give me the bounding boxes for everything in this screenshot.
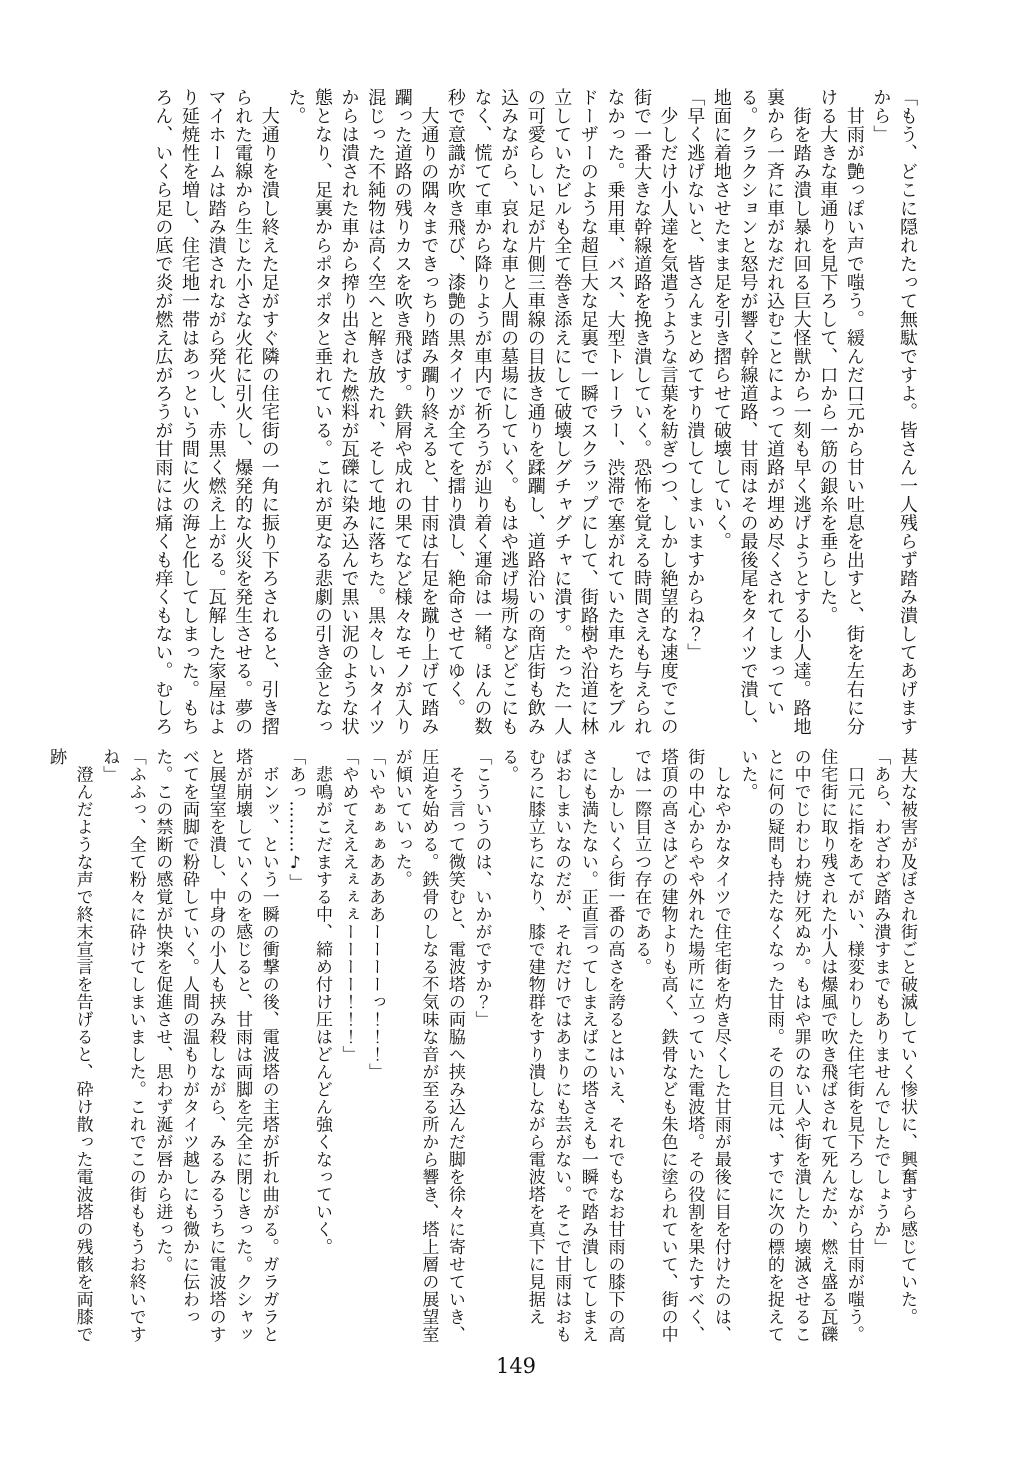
top-text-block [128,88,920,748]
paragraph: 澄んだような声で終末宣言を告げると、砕け散った電波塔の残骸を両膝で跡 [46,748,93,1343]
paragraph: 街を踏み潰し暴れ回る巨大怪獣から一刻も早く逃げようとする小人達。路地裏から一斉に車がなだれ込むことによって道路が埋め尽くされてしまっている。クラクションと怒号が響く幹線道路、甘雨はその最後尾をタイツで潰し、地面に着地させたまま足を引き摺らせて破壊していく。 [710,88,812,736]
paragraph: 「あら、わざわざ踏み潰すまでもありませんでしたでしょうか」 [870,748,891,1256]
paragraph: 甚大な被害が及ぼされ街ごと破滅していく惨状に、興奮すら感じていた。 [897,748,917,1326]
paragraph: そう言って微笑むと、電波塔の両脇へ挟み込んだ脚を徐々に寄せていき、圧迫を始める。鉄骨のしなる不気味な音が至る所から響き、塔上層の展望室が傾いていった。 [391,748,465,1343]
paragraph: しなやかなタイツで住宅街を灼き尽くした甘雨が最後に目を付けたのは、街の中心からやや外れた場所に立っていた電波塔。その役割を果たすべく、塔頂の高さはどの建物よりも高く、鉄骨なども朱色に塗られていて、街の中では一際目立つ存在である。 [631,748,731,1343]
paragraph: 悲鳴がこだまする中、締め付け圧はどんどん強くなっていく。 [311,748,332,1256]
paragraph: 「もう、どこに隠れたって無駄ですよ。皆さん一人残らず踏み潰してあげますから」 [870,88,918,736]
paragraph: ボンッ、という一瞬の衝撃の後、電波塔の主塔が折れ曲がる。ガラガラと塔が崩壊していくのを感じると、甘雨は両脚を完全に閉じきった。クシャッと展望室を潰し、中身の小人も挟み殺しながら、みるみるうちに電波塔のすべてを両脚で粉砕していく。人間の温もりがタイツ越しにも微かに伝わった。この禁断の感覚が快楽を促進させ、思わず涎が唇から迸った。 [152,748,279,1343]
paragraph: 大通りの隅々まできっちり踏み躙り終えると、甘雨は右足を蹴り上げて踏み躙った道路の残りカスを吹き飛ばす。鉄屑や成れの果てなど様々なモノが入り混じった不純物は高く空へと解き放たれ、そして地に落ちた。黒々しいタイツからは潰された車から搾り出された燃料が瓦礫に染み込んで黒い泥のような状態となり、足裏からポタポタと垂れている。これが更なる悲劇の引き金となった。 [285,88,440,736]
paragraph: 「いやぁぁぁああああーーーーっ！！！」 [365,748,386,1081]
paragraph: 少しだけ小人達を気遣うような言葉を紡ぎつつ、しかし絶望的な速度でこの街で一番大きな幹線道路を挽き潰していく。恐怖を覚える時間さえも与えられなかった。乗用車、バス、大型トレーラー、渋滞で塞がれていた車たちをブルドーザーのような超巨大な足裏で一瞬でスクラップにして、街路樹や沿道に林立していたビルも全て巻き添えにして破壊しグチャグチャに潰す。たった一人の可愛らしい足が片側三車線の目抜き通りを蹂躙し、道路沿いの商店街も飲み込みながら、哀れな車と人間の墓場にしていく。もはや逃げ場所などどこにもなく、慌てて車から降りようが車内で祈ろうが辿り着く運命は一緒。ほんの数秒で意識が吹き飛び、漆艶の黒タイツが全てを擂り潰し、絶命させてゆく。 [444,88,679,736]
paragraph: 口元に指をあてがい、様変わりした住宅街を見下ろしながら甘雨が嗤う。住宅街に取り残された小人は爆風で吹き飛ばされて死んだか、燃え盛る瓦礫の中でじわじわ焼け死ぬか。もはや罪のない人や街を潰したり壊滅させることに何の疑問も持たなくなった甘雨。その目元は、すでに次の標的を捉えていた。 [737,748,864,1343]
paragraph: 「こういうのは、いかがですか？」 [471,748,492,1028]
paragraph: 大通りを潰し終えた足がすぐ隣の住宅街の一角に振り下ろされると、引き摺られた電線から生じた小さな火花に引火し、爆発的な火災を発生させる。夢のマイホームは踏み潰されながら発火し、赤黒く燃え上がる。瓦解した家屋はより延焼性を増し、住宅地一帯はあっという間に火の海と化してしまった。もちろん、いくら足の底で炎が燃え広がろうが甘雨には痛くも痒くもない。むしろ [152,88,280,736]
paragraph: しかしいくら街一番の高さを誇るとはいえ、それでもなお甘雨の膝下の高さにも満たない。正直言ってしまえばこの塔さえも一瞬で踏み潰してしまえばおしまいなのだが、それだけではあまりにも芸がない。そこで甘雨はおもむろに膝立ちになり、膝で建物群をすり潰しながら電波塔を真下に見据える。 [498,748,625,1343]
page-number: 149 [495,1354,537,1378]
paragraph: 「やめてえええぇぇぇーーーー！！！」 [338,748,359,1063]
paragraph: 「早く逃げないと、皆さんまとめてすり潰してしまいますからね？」 [684,88,706,662]
paragraph: 甘雨が艶っぽい声で嗤う。緩んだ口元から甘い吐息を出すと、街を左右に分ける大きな車通りを見下ろして、口から一筋の銀糸を垂らした。 [817,88,865,736]
paragraph: 「あっ………♪」 [285,748,306,891]
bottom-text-block [46,748,920,1352]
paragraph: 「ふふっ、全て粉々に砕けてしまいました。これでこの街ももうお終いですね」 [99,748,146,1343]
